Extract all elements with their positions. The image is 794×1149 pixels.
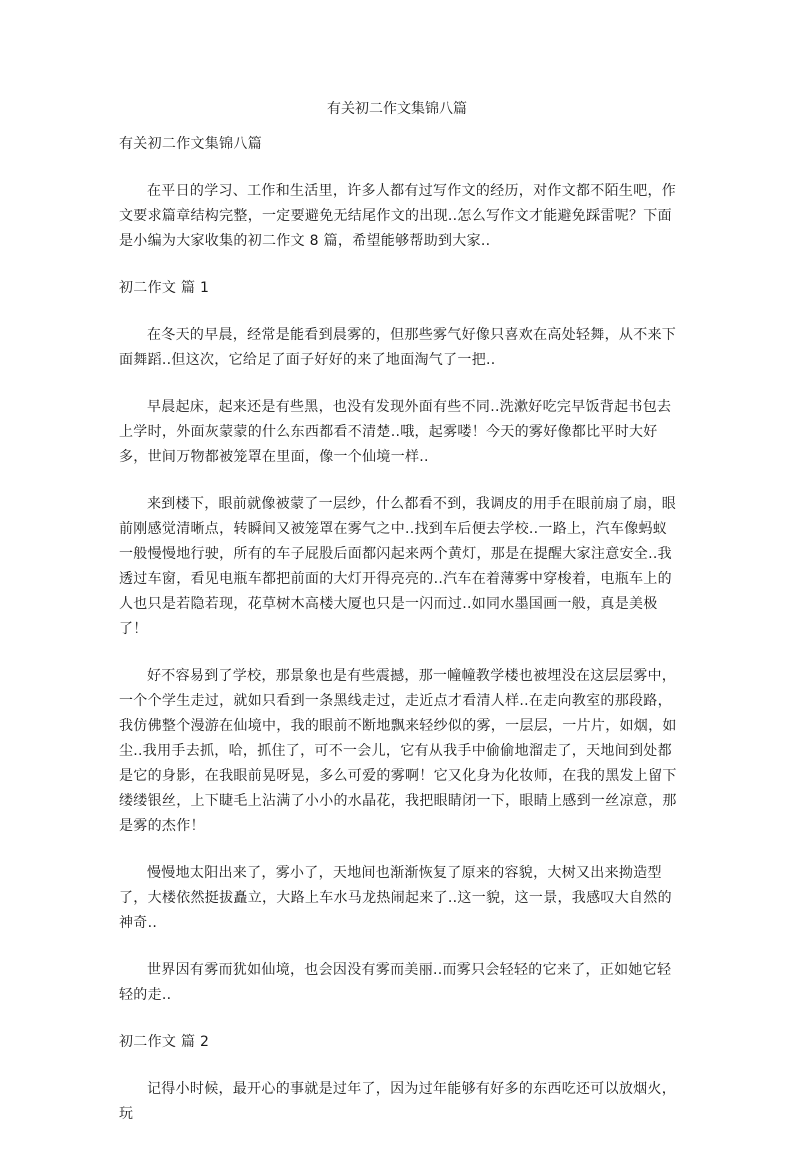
section-1-paragraph-5: 慢慢地太阳出来了，雾小了，天地间也渐渐恢复了原来的容貌，大树又出来拗造型了，大楼依然挺拔矗立，大路上车水马龙热闹起来了..这一貌，这一景，我感叹大自然的神奇.. [119,865,672,931]
section-1-paragraph-2: 早晨起床，起来还是有些黑，也没有发现外面有些不同..洗漱好吃完早饭背起书包去上学时，外面灰蒙蒙的什么东西都看不清楚..哦，起雾喽！今天的雾好像都比平时大好多，世间万物都被笼罩在里面，像一个仙境一样.. [119,399,672,465]
section-1-paragraph-4: 好不容易到了学校，那景象也是有些震撼，那一幢幢教学楼也被埋没在这层层雾中，一个个学生走过，就如只看到一条黑线走过，走近点才看清人样..在走向教室的那段路，我仿佛整个漫游在仙境中，我的眼前不断地飘来轻纱似的雾，一层层，一片片，如烟，如尘..我用手去抓，哈，抓住了，可不一会儿，它有从我手中偷偷地溜走了，天地间到处都是它的身影，在我眼前晃呀晃，多么可爱的雾啊！它又化身为化妆师，在我的黑发上留下缕缕银丝，上下睫毛上沾满了小小的水晶花，我把眼睛闭一下，眼睛上感到一丝凉意，那是雾的杰作！ [119,668,677,834]
section-2-paragraph-1: 记得小时候，最开心的事就是过年了，因为过年能够有好多的东西吃还可以放烟火，玩 [119,1081,677,1122]
section-heading-1: 初二作文 篇 1 [119,280,210,296]
document-body [119,132,679,1149]
intro-paragraph: 在平日的学习、工作和生活里，许多人都有过写作文的经历，对作文都不陌生吧，作文要求篇章结构完整，一定要避免无结尾作文的出现..怎么写作文才能避免踩雷呢？下面是小编为大家收集的初二作文 8 篇，希望能够帮助到大家.. [119,183,677,249]
section-heading-2: 初二作文 篇 2 [119,1034,210,1050]
document-subtitle: 有关初二作文集锦八篇 [119,136,262,152]
section-1-paragraph-6: 世界因有雾而犹如仙境，也会因没有雾而美丽..而雾只会轻轻的它来了，正如她它轻轻的走.. [119,962,672,1003]
document-title: 有关初二作文集锦八篇 [327,101,467,117]
section-1-paragraph-3: 来到楼下，眼前就像被蒙了一层纱，什么都看不到，我调皮的用手在眼前扇了扇，眼前刚感觉清晰点，转瞬间又被笼罩在雾气之中..找到车后便去学校..一路上，汽车像蚂蚁一般慢慢地行驶，所有的车子屁股后面都闪起来两个黄灯，那是在提醒大家注意安全..我透过车窗，看见电瓶车都把前面的大灯开得亮亮的..汽车在着薄雾中穿梭着，电瓶车上的人也只是若隐若现，花草树木高楼大厦也只是一闪而过..如同水墨国画一般，真是美极了！ [119,496,677,637]
section-1-paragraph-1: 在冬天的早晨，经常是能看到晨雾的，但那些雾气好像只喜欢在高处轻舞，从不来下面舞蹈..但这次，它给足了面子好好的来了地面淘气了一把.. [119,327,677,368]
